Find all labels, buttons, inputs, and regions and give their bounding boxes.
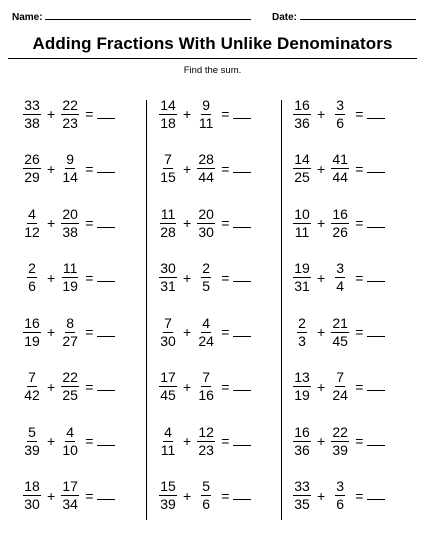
fraction-addend-1: [158, 98, 178, 131]
equals-sign: =: [85, 324, 94, 340]
answer-blank[interactable]: [367, 491, 385, 500]
numerator: 22: [332, 423, 348, 440]
equals-sign: =: [355, 487, 364, 504]
numerator: 7: [164, 314, 172, 331]
numerator: 5: [202, 478, 211, 494]
equals-sign: =: [221, 106, 230, 122]
fraction-addend-1: [22, 479, 42, 512]
denominator: 36: [294, 441, 310, 458]
title-divider: [8, 58, 417, 59]
answer-blank[interactable]: [233, 219, 251, 228]
equals-sign: =: [85, 433, 94, 449]
equals-sign: =: [221, 433, 230, 449]
fraction-addend-1: [292, 425, 312, 458]
numerator: 2: [28, 260, 36, 276]
plus-sign: +: [47, 324, 56, 340]
numerator: 14: [294, 151, 310, 167]
fraction-addend-1: [22, 316, 42, 349]
problem: [22, 95, 115, 133]
numerator: 20: [62, 205, 78, 222]
denominator: 25: [294, 169, 310, 185]
fraction-addend-2: [330, 207, 350, 240]
denominator: 19: [24, 332, 40, 349]
equals-sign: =: [85, 487, 94, 504]
equals-sign: =: [85, 160, 94, 177]
fraction-addend-2: [60, 207, 80, 240]
equals-sign: =: [221, 160, 230, 177]
fraction-addend-2: [196, 316, 216, 349]
fraction-addend-2: [330, 370, 350, 403]
answer-blank[interactable]: [233, 110, 251, 119]
denominator: 30: [160, 332, 176, 349]
numerator: 19: [294, 260, 310, 276]
answer-blank[interactable]: [97, 437, 115, 446]
fraction-addend-2: [60, 479, 80, 512]
equals-sign: =: [355, 378, 364, 395]
problem: [292, 477, 385, 515]
fraction-addend-2: [60, 425, 80, 458]
fraction-addend-1: [158, 207, 178, 240]
fraction-addend-1: [22, 425, 42, 458]
fraction-addend-2: [330, 152, 350, 185]
answer-blank[interactable]: [97, 328, 115, 337]
date-line[interactable]: [300, 10, 416, 20]
denominator: 11: [294, 223, 310, 240]
numerator: 11: [160, 205, 176, 222]
answer-blank[interactable]: [233, 437, 251, 446]
plus-sign: +: [183, 324, 192, 340]
answer-blank[interactable]: [233, 491, 251, 500]
plus-sign: +: [317, 324, 326, 340]
numerator: 28: [198, 151, 214, 167]
denominator: 5: [202, 278, 211, 294]
plus-sign: +: [317, 433, 326, 449]
numerator: 4: [202, 314, 211, 331]
fraction-addend-2: [196, 152, 216, 185]
plus-sign: +: [47, 433, 56, 449]
numerator: 11: [62, 260, 78, 276]
fraction-addend-2: [60, 152, 80, 185]
denominator: 44: [198, 169, 214, 185]
answer-blank[interactable]: [97, 382, 115, 391]
numerator: 7: [28, 369, 36, 385]
numerator: 12: [198, 423, 214, 440]
problem: [292, 204, 385, 242]
answer-blank[interactable]: [367, 437, 385, 446]
plus-sign: +: [47, 160, 56, 177]
numerator: 16: [24, 314, 40, 331]
denominator: 16: [198, 387, 214, 403]
plus-sign: +: [47, 378, 56, 395]
date-field: [272, 10, 416, 23]
denominator: 42: [24, 387, 40, 403]
problem: [22, 150, 115, 188]
problem: [292, 368, 385, 406]
fraction-addend-2: [330, 479, 350, 512]
problem: [158, 422, 251, 460]
denominator: 29: [24, 169, 40, 185]
fraction-addend-2: [196, 207, 216, 240]
fraction-addend-1: [292, 98, 312, 131]
denominator: 27: [62, 332, 78, 349]
answer-blank[interactable]: [233, 328, 251, 337]
numerator: 13: [294, 369, 310, 385]
numerator: 21: [332, 314, 348, 331]
numerator: 22: [62, 96, 78, 113]
fraction-addend-1: [158, 479, 178, 512]
denominator: 14: [62, 169, 78, 185]
denominator: 34: [62, 496, 78, 512]
numerator: 22: [62, 369, 78, 385]
problem: [292, 259, 385, 297]
fraction-addend-2: [60, 316, 80, 349]
fraction-addend-2: [196, 425, 216, 458]
denominator: 19: [294, 387, 310, 403]
denominator: 30: [198, 223, 214, 240]
denominator: 38: [24, 114, 40, 131]
plus-sign: +: [317, 106, 326, 122]
numerator: 26: [24, 151, 40, 167]
numerator: 3: [336, 478, 345, 494]
denominator: 19: [62, 278, 78, 294]
numerator: 3: [336, 96, 345, 113]
plus-sign: +: [47, 487, 56, 504]
numerator: 9: [202, 96, 211, 113]
equals-sign: =: [221, 487, 230, 504]
problem: [22, 368, 115, 406]
plus-sign: +: [47, 106, 56, 122]
equals-sign: =: [355, 106, 364, 122]
numerator: 10: [294, 205, 310, 222]
problem: [158, 150, 251, 188]
numerator: 14: [160, 96, 176, 113]
plus-sign: +: [317, 160, 326, 177]
fraction-addend-1: [292, 316, 312, 349]
instructions: Find the sum.: [183, 65, 242, 76]
answer-blank[interactable]: [367, 164, 385, 173]
numerator: 7: [164, 151, 172, 167]
denominator: 6: [336, 496, 345, 512]
denominator: 28: [160, 223, 176, 240]
plus-sign: +: [47, 215, 56, 231]
numerator: 16: [294, 96, 310, 113]
problem: [158, 95, 251, 133]
denominator: 18: [160, 114, 176, 131]
name-label: Name:: [12, 12, 43, 23]
plus-sign: +: [183, 106, 192, 122]
problem: [292, 422, 385, 460]
denominator: 39: [160, 496, 176, 512]
name-field: [12, 10, 251, 23]
plus-sign: +: [317, 215, 326, 231]
denominator: 24: [198, 332, 214, 349]
fraction-addend-1: [22, 370, 42, 403]
fraction-addend-1: [158, 261, 178, 294]
denominator: 6: [28, 278, 36, 294]
numerator: 17: [62, 478, 78, 494]
equals-sign: =: [221, 215, 230, 231]
fraction-addend-2: [330, 98, 350, 131]
denominator: 35: [294, 496, 310, 512]
column-divider-1: [146, 100, 147, 520]
answer-blank[interactable]: [233, 164, 251, 173]
equals-sign: =: [355, 269, 364, 286]
plus-sign: +: [183, 269, 192, 286]
problem: [22, 204, 115, 242]
denominator: 23: [198, 441, 214, 458]
plus-sign: +: [183, 378, 192, 395]
numerator: 30: [160, 260, 176, 276]
fraction-addend-1: [292, 207, 312, 240]
numerator: 3: [336, 260, 345, 276]
problem: [22, 422, 115, 460]
denominator: 6: [202, 496, 211, 512]
numerator: 2: [202, 260, 211, 276]
fraction-addend-1: [292, 152, 312, 185]
fraction-addend-2: [196, 479, 216, 512]
denominator: 31: [294, 278, 310, 294]
name-line[interactable]: [45, 10, 251, 20]
equals-sign: =: [85, 215, 94, 231]
fraction-addend-1: [158, 370, 178, 403]
fraction-addend-1: [158, 425, 178, 458]
denominator: 4: [336, 278, 345, 294]
fraction-addend-2: [60, 98, 80, 131]
numerator: 7: [202, 369, 211, 385]
answer-blank[interactable]: [367, 328, 385, 337]
fraction-addend-2: [330, 425, 350, 458]
problem: [158, 313, 251, 351]
answer-blank[interactable]: [367, 219, 385, 228]
fraction-addend-2: [60, 370, 80, 403]
column-divider-2: [281, 100, 282, 520]
numerator: 4: [164, 423, 172, 440]
denominator: 24: [332, 387, 348, 403]
denominator: 6: [336, 114, 345, 131]
numerator: 8: [66, 314, 75, 331]
fraction-addend-2: [196, 370, 216, 403]
numerator: 4: [66, 423, 75, 440]
numerator: 9: [66, 151, 75, 167]
fraction-addend-2: [196, 98, 216, 131]
problem: [22, 259, 115, 297]
plus-sign: +: [183, 433, 192, 449]
answer-blank[interactable]: [367, 382, 385, 391]
denominator: 45: [332, 332, 348, 349]
fraction-addend-2: [196, 261, 216, 294]
answer-blank[interactable]: [97, 273, 115, 282]
equals-sign: =: [221, 269, 230, 286]
denominator: 36: [294, 114, 310, 131]
denominator: 23: [62, 114, 78, 131]
answer-blank[interactable]: [233, 382, 251, 391]
numerator: 7: [336, 369, 345, 385]
fraction-addend-1: [22, 261, 42, 294]
equals-sign: =: [85, 106, 94, 122]
numerator: 41: [332, 151, 348, 167]
numerator: 15: [160, 478, 176, 494]
equals-sign: =: [355, 324, 364, 340]
answer-blank[interactable]: [97, 164, 115, 173]
numerator: 16: [332, 205, 348, 222]
numerator: 33: [294, 478, 310, 494]
problem: [158, 477, 251, 515]
numerator: 16: [294, 423, 310, 440]
numerator: 18: [24, 478, 40, 494]
denominator: 25: [62, 387, 78, 403]
answer-blank[interactable]: [97, 491, 115, 500]
problem: [158, 204, 251, 242]
problem: [292, 95, 385, 133]
plus-sign: +: [317, 378, 326, 395]
problem: [158, 368, 251, 406]
plus-sign: +: [183, 215, 192, 231]
equals-sign: =: [221, 378, 230, 395]
answer-blank[interactable]: [97, 219, 115, 228]
fraction-addend-1: [292, 479, 312, 512]
fraction-addend-2: [330, 316, 350, 349]
denominator: 45: [160, 387, 176, 403]
fraction-addend-1: [22, 152, 42, 185]
date-label: Date:: [272, 12, 298, 23]
plus-sign: +: [317, 487, 326, 504]
answer-blank[interactable]: [97, 110, 115, 119]
denominator: 11: [198, 114, 214, 131]
equals-sign: =: [355, 433, 364, 449]
denominator: 12: [24, 223, 40, 240]
numerator: 17: [160, 369, 176, 385]
denominator: 39: [332, 441, 348, 458]
numerator: 5: [28, 423, 36, 440]
denominator: 26: [332, 223, 348, 240]
numerator: 4: [28, 205, 36, 222]
worksheet-title: Adding Fractions With Unlike Denominators: [32, 34, 393, 53]
answer-blank[interactable]: [367, 273, 385, 282]
fraction-addend-1: [292, 261, 312, 294]
plus-sign: +: [183, 487, 192, 504]
answer-blank[interactable]: [233, 273, 251, 282]
fraction-addend-1: [158, 316, 178, 349]
problem: [158, 259, 251, 297]
equals-sign: =: [221, 324, 230, 340]
denominator: 10: [62, 441, 78, 458]
problem: [22, 313, 115, 351]
equals-sign: =: [85, 269, 94, 286]
denominator: 11: [160, 441, 176, 458]
denominator: 15: [160, 169, 176, 185]
problem: [22, 477, 115, 515]
numerator: 20: [198, 205, 214, 222]
numerator: 33: [24, 96, 40, 113]
plus-sign: +: [183, 160, 192, 177]
denominator: 44: [332, 169, 348, 185]
fraction-addend-1: [292, 370, 312, 403]
plus-sign: +: [317, 269, 326, 286]
denominator: 31: [160, 278, 176, 294]
problem: [292, 313, 385, 351]
plus-sign: +: [47, 269, 56, 286]
equals-sign: =: [355, 160, 364, 177]
numerator: 2: [298, 314, 306, 331]
denominator: 39: [24, 441, 40, 458]
denominator: 3: [298, 332, 306, 349]
problem: [292, 150, 385, 188]
fraction-addend-1: [158, 152, 178, 185]
fraction-addend-2: [60, 261, 80, 294]
answer-blank[interactable]: [367, 110, 385, 119]
fraction-addend-1: [22, 207, 42, 240]
denominator: 30: [24, 496, 40, 512]
denominator: 38: [62, 223, 78, 240]
fraction-addend-2: [330, 261, 350, 294]
fraction-addend-1: [22, 98, 42, 131]
equals-sign: =: [85, 378, 94, 395]
equals-sign: =: [355, 215, 364, 231]
